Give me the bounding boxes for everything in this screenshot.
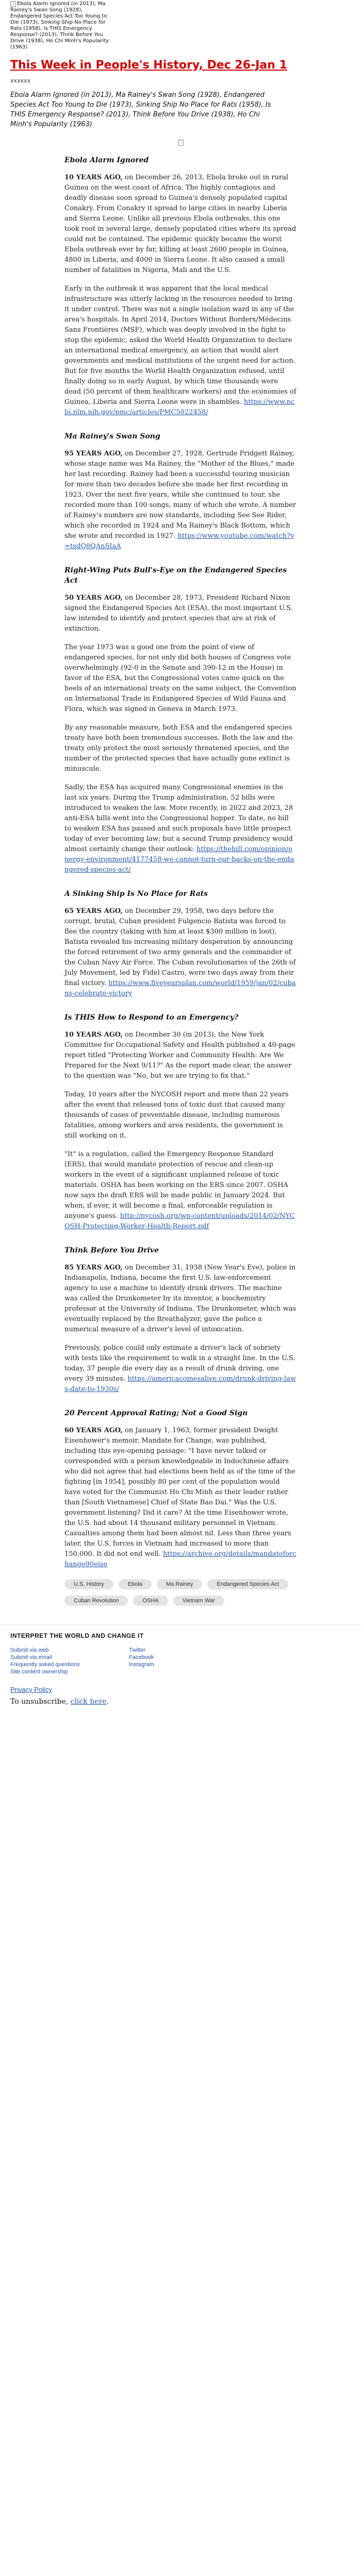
section-paragraph: [64, 906, 297, 999]
tag-pill[interactable]: Vietnam War: [173, 1596, 224, 1606]
broken-image-alt-text: Ebola Alarm Ignored (in 2013), Ma Rainey's Swan Song (1928), Endangered Species Act Too Young to Die (1973), Sinking Ship No Place for Rats (1958), Is THIS Emergency Response? (2013), Think Before You Drive (1938), Ho Chi Minh's Popularity (1963): [10, 1, 109, 50]
paragraph-text: on December 28, 1973, President Richard Nixon signed the Endangered Species Act (ESA), the most important U.S. law intended to identify and protect species that are at risk of extinction.: [64, 594, 293, 633]
section-paragraph: [64, 1090, 297, 1141]
footer-link[interactable]: Submit via web: [10, 1647, 49, 1653]
paragraph-text: on December 27, 1928, Gertrude Pridgett Rainey, whose stage name was Ma Rainey, the "Mother of the Blues," made her last recording. Rainey had been a successful touring musician for more than two decades before she made her first recording in 1923. Over the next five years, while she continued to tour, she recorded more than 100 songs, many of which she wrote. A number of Rainey's numbers are now standards, including See See Rider, which she recorded in 1924 and Ma Rainey's Black Bottom, which she wrote and recorded in 1927.: [64, 450, 297, 540]
footer-bottom: [0, 1686, 361, 1716]
paragraph-lead: 10 YEARS AGO,: [64, 174, 123, 181]
section-heading: Think Before You Drive: [64, 1246, 159, 1255]
paragraph-text: on January 1, 1963, former president Dwight Eisenhower's memoir, Mandate for Change, was published, including this eye-opening passage: "I have never talked or corresponded with a person knowledgeable in Indochinese affairs who did not agree that had elections been held as of the time of the fighting [in 1954], possibly 80 per cent of the population would have voted for the Communist Ho Chi Minh as their leader rather than [South Vietnamese] Chief of State Bao Dai." Was the U.S. government listening? Did it care? At the time Eisenhower wrote, the U.S. had about 14 thousand military personnel in Vietnam. Casualties among them had been almost nil. Less than three years later, the U.S. forces in Vietnam had increased to more than 150,000. It did not end well.: [64, 1427, 296, 1558]
section-heading: 20 Percent Approval Rating; Not a Good Sign: [64, 1409, 248, 1417]
section-paragraph: [64, 1030, 297, 1081]
paragraph-lead: 85 YEARS AGO,: [64, 1264, 123, 1272]
section-paragraph: [64, 284, 297, 418]
section-heading: Is THIS How to Respond to an Emergency?: [64, 1013, 239, 1022]
paragraph-text: Today, 10 years after the NYCOSH report and more than 22 years after the event that released tons of toxic dust that caused many thousands of cases of preventable disease, including numerous fatalities, among workers and area residents, the government is still working on it.: [64, 1091, 289, 1140]
paragraph-text: on December 29, 1958, two days before the corrupt, brutal, Cuban president Fulgencio Batista was forced to flee the country (taking with him at least $300 million in loot), Batista revealed his increasing military desperation by announcing the forced retirement of two army generals and the commander of the Cuban Navy Air Force. The Cuban revolutionaries of the 26th of July Movement, led by Fidel Castro, were two days away from their final victory.: [64, 907, 296, 987]
paragraph-text: The year 1973 was a good one from the point of view of endangered species, for not only did both houses of Congress vote overwhelmingly (92-0 in the Senate and 390-12 in the House) in favor of the ESA, but the Congressional votes came quick on the heels of an international treaty on the same subject, the Convention on International Trade in Endangered Species of Wild Fauna and Flora, which was signed in Geneva in March 1973.: [64, 643, 297, 713]
header-broken-image: [10, 0, 113, 50]
image-placeholder-icon: [178, 140, 184, 146]
post-intro: Ebola Alarm Ignored (in 2013), Ma Rainey's Swan Song (1928), Endangered Species Act Too Young to Die (1973), Sinking Ship No Place for Rats (1958), Is THIS Emergency Response? (2013), Think Before You Drive (1938), Ho Chi Minh's Popularity (1963): [10, 91, 271, 128]
footer-columns: [10, 1647, 351, 1675]
section-paragraph: [64, 642, 297, 715]
section-paragraph: [64, 783, 297, 875]
section-heading: Ebola Alarm Ignored: [64, 156, 149, 164]
section-paragraph: [64, 593, 297, 634]
paragraph-lead: 10 YEARS AGO,: [64, 1031, 123, 1039]
unsubscribe-line: To unsubscribe, click here.: [10, 1698, 109, 1706]
article-body: [64, 155, 297, 1570]
post-title[interactable]: This Week in People's History, Dec 26-Jan 1: [10, 59, 287, 72]
paragraph-text: "It" is a regulation, called the Emergency Response Standard (ERS), that would mandate protection of rescue and clean-up workers in the event of a significant unplanned release of toxic materials. OSHA has been working on the ERS since 2007. OSHA now says the draft ERS will be made public in January 2024. But when, if ever, it will become a final, enforceable regulation is anyone's guess.: [64, 1150, 288, 1220]
tag-list: [64, 1578, 297, 1611]
section-paragraph: [64, 1426, 297, 1570]
paragraph-text: on December 30 (in 2013), the New York Committee for Occupational Safety and Health published a 40-page report titled "Protecting Worker and Community Health: Are We Prepared for the Next 9/11?" As the report made clear, the answer to the question was "No, but we are trying to fix that.": [64, 1031, 296, 1080]
source-link[interactable]: https://archive.org/details/mandateforchange00eise: [64, 1550, 297, 1568]
footer-link[interactable]: Submit via email: [10, 1654, 52, 1660]
paragraph-lead: 95 YEARS AGO,: [64, 450, 123, 457]
paragraph-text: on December 26, 2013, Ebola broke out in rural Guinea on the west coast of Africa. The highly contagious and deadly disease soon spread to Guinea's densely populated capital Conakry. From Conakry it spread to large cities in nearby Liberia and Sierra Leone. Unlike all previous Ebola outbreaks, this one took root in several large, densely populated cities where its spread could not be contained. The epidemic quickly became the worst Ebola outbreak ever by far, killing at least 2600 people in Guinea, 4800 in Liberia, and 4000 in Sierra Leone. It also caused a small number of fatalities in Nigeria, Mali and the U.S.: [64, 174, 297, 274]
tag-pill[interactable]: Ebola: [119, 1579, 152, 1589]
section-paragraph: [64, 173, 297, 276]
post-byline: xxxxxx: [10, 77, 31, 84]
unsubscribe-link[interactable]: click here: [70, 1698, 107, 1706]
footer: [0, 1624, 361, 1675]
section-paragraph: [64, 1149, 297, 1232]
source-link[interactable]: https://americacomesalive.com/drunk-driving-laws-date-to-1930s/: [64, 1375, 296, 1393]
tag-pill[interactable]: Endangered Species Act: [207, 1579, 288, 1589]
source-link[interactable]: https://www.ncbi.nlm.nih.gov/pmc/articles/PMC5022458/: [64, 398, 295, 416]
tag-pill[interactable]: Ma Rainey: [157, 1579, 203, 1589]
paragraph-text: By any reasonable measure, both ESA and the endangered species treaty have both been tremendous successes. Both the law and the treaty only protect the most seriously threatened species, and the number of the protected species that have actually gone extinct is minuscule.: [64, 724, 293, 773]
section-paragraph: [64, 1263, 297, 1335]
footer-link[interactable]: Frequently asked questions: [10, 1662, 80, 1668]
footer-social-link[interactable]: Instagram: [129, 1662, 154, 1668]
source-link[interactable]: https://www.fiveyearsplan.com/world/1959/jan/02/cubans-celebrate-victory: [64, 979, 296, 997]
paragraph-text: on December 31, 1938 (New Year's Eve), police in Indianapolis, Indiana, became the first U.S. law-enforcement agency to use a machine to identify drunk drivers. The machine was called the Drunkometer by its inventor, a biochemistry professor at the University of Indiana. The Drunkometer, which was eventually replaced by the Breathalyzer, gave the police a numerical measure of a driver's level of intoxication.: [64, 1264, 297, 1333]
section-paragraph: [64, 449, 297, 552]
tag-pill[interactable]: Cuban Revolution: [64, 1596, 128, 1606]
paragraph-text: Early in the outbreak it was apparent that the local medical infrastructure was utterly lacking in the resources needed to bring it under control. There was not a single isolation ward in any of the area's hospitals. In April 2014, Doctors Without Borders/Médecins Sans Frontières (MSF), which was deeply involved in the fight to stop the epidemic, asked the World Health Organization to declare an international medical emergency, an action that would alert governments and medical institutions of the urgent need for action. But for five months the World Health Organization refused, until finally doing so in early August, by which time thousands were dead (50 percent of them healthcare workers) and the economies of Guinea, Liberia and Sierra Leone were in shambles.: [64, 285, 297, 406]
paragraph-text: Sadly, the ESA has acquired many Congressional enemies in the last six years. During the Trump administration, 52 bills were introduced to weaken the law. More recently, in 2022 and 2023, 28 anti-ESA bills went into the Congressional hopper. To date, no bill to weaken ESA has passed and such proposals have little prospect today of ever becoming law; but a second Trump presidency would almost certainly change their outlook:: [64, 784, 293, 853]
footer-social-link[interactable]: Facebook: [129, 1654, 154, 1660]
broken-image-icon: [10, 1, 16, 7]
section-heading: A Sinking Ship Is No Place for Rats: [64, 890, 208, 898]
tag-pill[interactable]: U.S. History: [64, 1579, 113, 1589]
paragraph-lead: 60 YEARS AGO,: [64, 1427, 123, 1434]
tag-pill[interactable]: OSHA: [133, 1596, 168, 1606]
footer-title: INTERPRET THE WORLD AND CHANGE IT: [10, 1632, 144, 1639]
footer-column-social: [129, 1647, 248, 1675]
source-link[interactable]: https://thehill.com/opinion/energy-environment/4177458-we-cannot-turn-our-backs-on-the-endangered-species-act/: [64, 845, 294, 874]
section-heading: Right-Wing Puts Bull's-Eye on the Endangered Species Act: [64, 566, 287, 585]
footer-column-submit: [10, 1647, 129, 1675]
section-heading: Ma Rainey's Swan Song: [64, 432, 160, 440]
footer-social-link[interactable]: Twitter: [129, 1647, 146, 1653]
paragraph-lead: 50 YEARS AGO,: [64, 594, 123, 602]
source-link[interactable]: https://www.youtube.com/watch?v=tsdQ8QAnSIaA: [64, 532, 294, 550]
section-paragraph: [64, 723, 297, 774]
source-link[interactable]: http://nycosh.org/wp-content/uploads/2014/02/NYCOSH-Protecting-Worker-Health-Report.pdf: [64, 1212, 295, 1230]
paragraph-text: Previously, police could only estimate a driver's lack of sobriety with tests like the requirement to walk in a straight line. In the U.S. today, 37 people die every day as a result of drunk driving, one every 39 minutes.: [64, 1344, 296, 1383]
privacy-policy-link[interactable]: Privacy Policy: [10, 1686, 52, 1693]
paragraph-lead: 65 YEARS AGO,: [64, 907, 123, 915]
footer-link[interactable]: Site content ownership: [10, 1669, 68, 1675]
section-paragraph: [64, 1343, 297, 1395]
unsubscribe-prefix: To unsubscribe,: [10, 1698, 71, 1706]
